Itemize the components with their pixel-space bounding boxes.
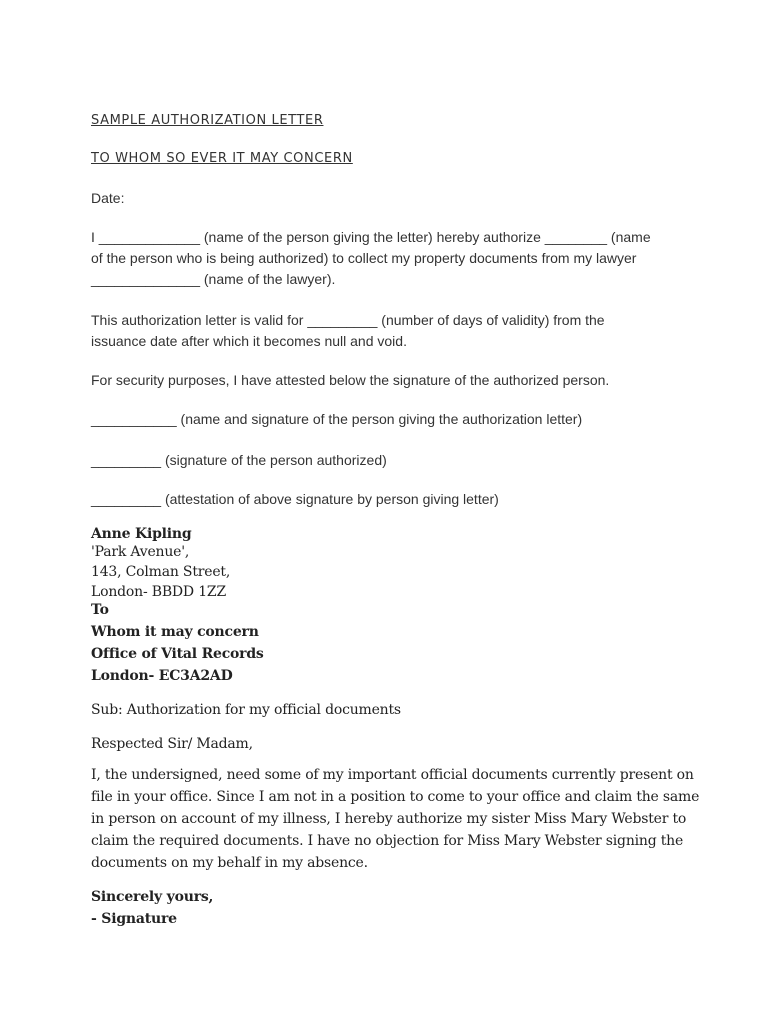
- body-line: in person on account of my illness, I hereby authorize my sister Miss Mary Webster to: [91, 811, 687, 827]
- validity-paragraph: [91, 310, 691, 352]
- paragraph-line: ______________ (name of the lawyer).: [91, 271, 336, 287]
- recipient-line: Office of Vital Records: [91, 646, 264, 662]
- paragraph-line: I _____________ (name of the person giving the letter) hereby authorize ________ (name: [91, 229, 651, 245]
- sender-block: [91, 523, 691, 603]
- signature: - Signature: [91, 911, 177, 927]
- body-line: I, the undersigned, need some of my important official documents currently present on: [91, 767, 694, 783]
- recipient-line: Whom it may concern: [91, 624, 259, 640]
- subject-line: Sub: Authorization for my official documents: [91, 702, 401, 718]
- recipient-block: [91, 599, 691, 687]
- recipient-line: London- EC3A2AD: [91, 668, 233, 684]
- signature-line-authorized: _________ (signature of the person authorized): [91, 452, 387, 468]
- authorization-paragraph: [91, 227, 691, 290]
- sender-address-line: 143, Colman Street,: [91, 564, 231, 580]
- sender-address-line: 'Park Avenue',: [91, 544, 190, 560]
- salutation-heading: TO WHOM SO EVER IT MAY CONCERN: [91, 151, 353, 166]
- security-paragraph: For security purposes, I have attested below the signature of the authorized person.: [91, 372, 610, 388]
- paragraph-line: issuance date after which it becomes null and void.: [91, 333, 407, 349]
- letter-body: [91, 764, 700, 874]
- paragraph-line: This authorization letter is valid for _________ (number of days of validity) from the: [91, 312, 605, 328]
- body-line: documents on my behalf in my absence.: [91, 855, 368, 871]
- document-title: SAMPLE AUTHORIZATION LETTER: [91, 113, 324, 128]
- greeting: Respected Sir/ Madam,: [91, 736, 253, 752]
- signature-line-attestation: _________ (attestation of above signature by person giving letter): [91, 491, 499, 507]
- recipient-line: To: [91, 602, 109, 618]
- sender-address-line: London- BBDD 1ZZ: [91, 584, 226, 600]
- body-line: claim the required documents. I have no objection for Miss Mary Webster signing the: [91, 833, 684, 849]
- date-label: Date:: [91, 190, 125, 206]
- paragraph-line: of the person who is being authorized) to collect my property documents from my lawyer: [91, 250, 637, 266]
- signature-line-giver: ___________ (name and signature of the person giving the authorization letter): [91, 411, 583, 427]
- closing-block: [91, 886, 691, 930]
- sender-name: Anne Kipling: [91, 526, 192, 542]
- closing: Sincerely yours,: [91, 889, 214, 905]
- body-line: file in your office. Since I am not in a position to come to your office and claim the same: [91, 789, 700, 805]
